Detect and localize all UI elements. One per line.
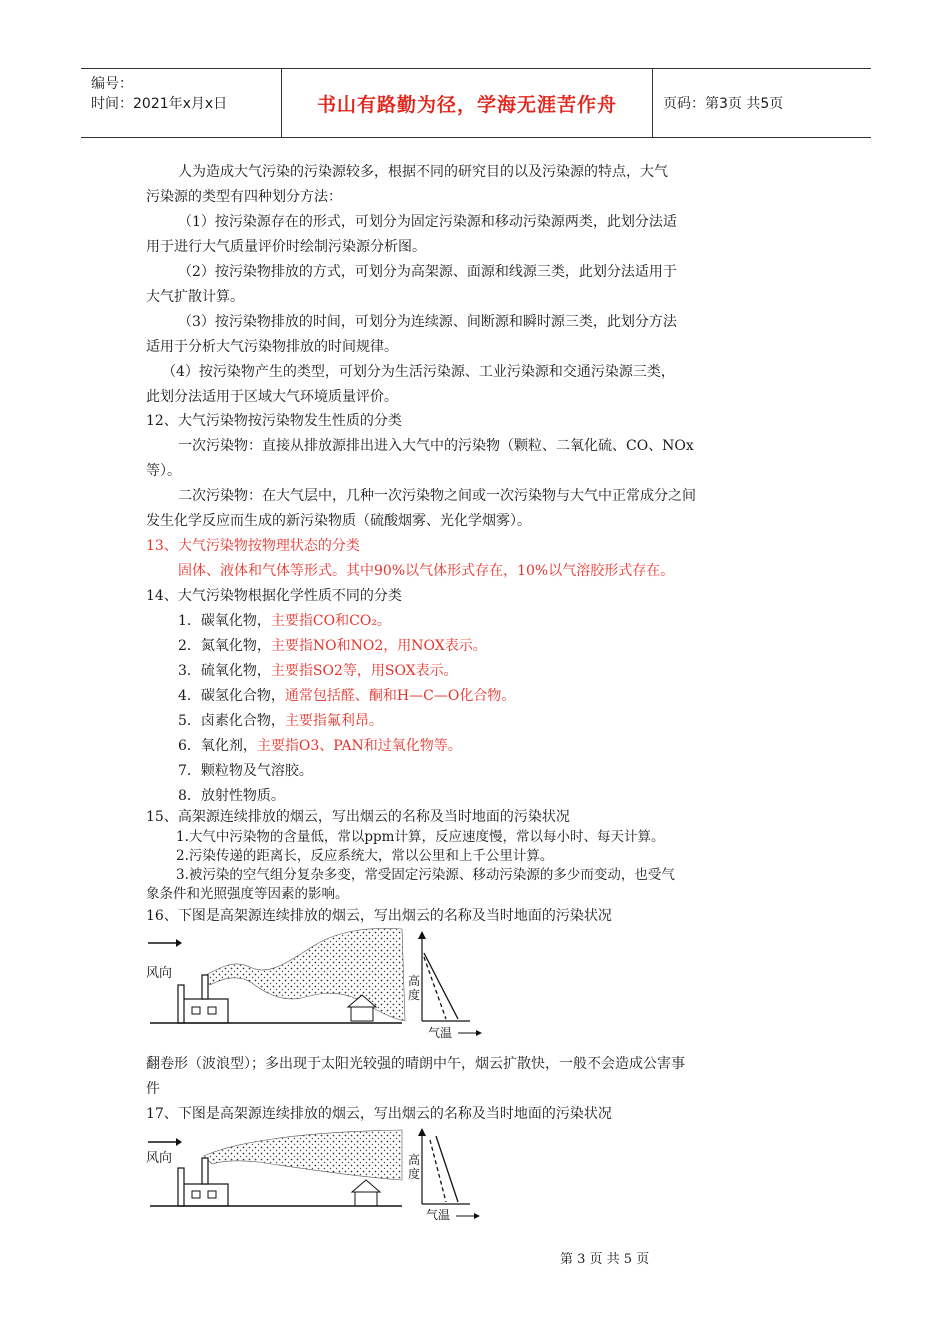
header-motto-cell (282, 69, 653, 137)
date-label: 时间：2021年x月x日 (91, 96, 228, 112)
page-footer: 第 3 页 共 5 页 (560, 1252, 650, 1267)
paragraph-line: （2）按污染物排放的方式，可划分为高架源、面源和线源三类，此划分法适用于 (178, 264, 677, 280)
list-item-note: 主要指NO和NO2，用NOX表示。 (270, 638, 487, 654)
paragraph-line: 3.被污染的空气组分复杂多变，常受固定污染源、移动污染源的多少而变动，也受气 (176, 867, 675, 883)
section-heading: 13、大气污染物按物理状态的分类 (146, 538, 360, 554)
list-item (178, 712, 383, 730)
chimney (178, 985, 184, 1023)
factory-building (180, 1184, 228, 1206)
temp-label: 气温 (428, 1026, 453, 1040)
chimney (202, 975, 208, 999)
section-heading: 15、高架源连续排放的烟云，写出烟云的名称及当时地面的污染状况 (146, 809, 570, 825)
answer-line: 翻卷形（波浪型）；多出现于太阳光较强的晴朗中午，烟云扩散快，一般不会造成公害事 (146, 1056, 685, 1072)
list-item-label: 8．放射性物质。 (178, 788, 285, 804)
paragraph-line: （1）按污染源存在的形式，可划分为固定污染源和移动污染源两类，此划分法适 (178, 214, 677, 230)
section-heading: 14、大气污染物根据化学性质不同的分类 (146, 588, 402, 604)
list-item-label: 3．硫氧化物， (178, 663, 271, 679)
list-item (178, 687, 515, 705)
list-item (178, 762, 313, 780)
lapse-rate-line (424, 953, 458, 1019)
paragraph-line: 此划分法适用于区域大气环境质量评价。 (146, 389, 398, 405)
paragraph-line: 用于进行大气质量评价时绘制污染源分析图。 (146, 239, 426, 255)
number-label: 编号： (91, 76, 133, 92)
height-label: 高度 (408, 1153, 421, 1181)
page-info: 页码：第3页 共5页 (663, 96, 784, 112)
wind-arrow-head (176, 939, 182, 947)
list-item (178, 787, 285, 805)
paragraph-line: 象条件和光照强度等因素的影响。 (146, 886, 349, 902)
wind-label: 风向 (146, 1151, 173, 1166)
list-item-label: 6．氧化剂， (178, 738, 257, 754)
chimney (178, 1168, 184, 1206)
list-item-note: 通常包括醛、酮和H—C—O化合物。 (284, 688, 516, 704)
list-item (178, 662, 458, 680)
list-item-label: 4．碳氢化合物， (178, 688, 285, 704)
paragraph-line: 固体、液体和气体等形式。其中90%以气体形式存在，10%以气溶胶形式存在。 (178, 563, 675, 579)
height-axis-arrow (418, 1128, 426, 1136)
paragraph-line: 2.污染传递的距离长，反应系统大，常以公里和上千公里计算。 (176, 848, 554, 864)
paragraph-line: （4）按污染物产生的类型，可划分为生活污染源、工业污染源和交通污染源三类， (162, 364, 675, 380)
plume-shape (204, 1130, 402, 1180)
paragraph-line: 发生化学反应而生成的新污染物质（硫酸烟雾、光化学烟雾）。 (146, 513, 531, 529)
house (351, 1007, 373, 1021)
list-item-label: 2．氮氧化物， (178, 638, 271, 654)
paragraph-line: 人为造成大气污染的污染源较多，根据不同的研究目的以及污染源的特点，大气 (178, 164, 668, 180)
list-item-note: 主要指氟利昂。 (284, 713, 383, 729)
house (355, 1192, 377, 1206)
house-roof (352, 1180, 380, 1192)
header-meta-cell (81, 69, 282, 137)
paragraph-line: 等）。 (146, 463, 181, 479)
height-axis-arrow (418, 931, 426, 939)
list-item-label: 5．卤素化合物， (178, 713, 285, 729)
section-heading: 12、大气污染物按污染物发生性质的分类 (146, 413, 402, 429)
page-header (81, 68, 871, 138)
list-item (178, 612, 391, 630)
answer-line: 件 (146, 1081, 160, 1097)
section-heading: 17、下图是高架源连续排放的烟云，写出烟云的名称及当时地面的污染状况 (146, 1106, 612, 1122)
looping-plume-figure (140, 925, 490, 1040)
factory-building (180, 999, 228, 1023)
paragraph-line: 大气扩散计算。 (146, 289, 244, 305)
list-item (178, 737, 462, 755)
wind-arrow-head (176, 1138, 182, 1146)
fanning-plume-figure (140, 1122, 490, 1222)
header-page-cell (653, 69, 871, 137)
paragraph-line: 适用于分析大气污染物排放的时间规律。 (146, 339, 398, 355)
temp-arrow-head (474, 1213, 480, 1219)
paragraph-line: 一次污染物：直接从排放源排出进入大气中的污染物（颗粒、二氧化硫、CO、NOx (178, 438, 694, 454)
paragraph-line: （3）按污染物排放的时间，可划分为连续源、间断源和瞬时源三类，此划分方法 (178, 314, 677, 330)
paragraph-line: 二次污染物：在大气层中，几种一次污染物之间或一次污染物与大气中正常成分之间 (178, 488, 696, 504)
lapse-rate-line (436, 1136, 458, 1202)
chimney (202, 1158, 208, 1184)
temp-label: 气温 (426, 1208, 451, 1222)
wind-label: 风向 (146, 966, 173, 981)
height-label: 高度 (408, 974, 421, 1002)
list-item-note: 主要指SO2等，用SOX表示。 (270, 663, 458, 679)
list-item-note: 主要指O3、PAN和过氧化物等。 (256, 738, 462, 754)
motto: 书山有路勤为径，学海无涯苦作舟 (316, 93, 617, 116)
paragraph-line: 污染源的类型有四种划分方法： (146, 189, 342, 205)
section-heading: 16、下图是高架源连续排放的烟云，写出烟云的名称及当时地面的污染状况 (146, 908, 612, 924)
temp-arrow-head (476, 1030, 482, 1036)
list-item-note: 主要指CO和CO₂。 (270, 613, 391, 629)
list-item (178, 637, 487, 655)
list-item-label: 7．颗粒物及气溶胶。 (178, 763, 313, 779)
list-item-label: 1．碳氧化物， (178, 613, 271, 629)
adiabatic-line (430, 1140, 446, 1202)
paragraph-line: 1.大气中污染物的含量低，常以ppm计算，反应速度慢，常以每小时、每天计算。 (176, 829, 665, 845)
